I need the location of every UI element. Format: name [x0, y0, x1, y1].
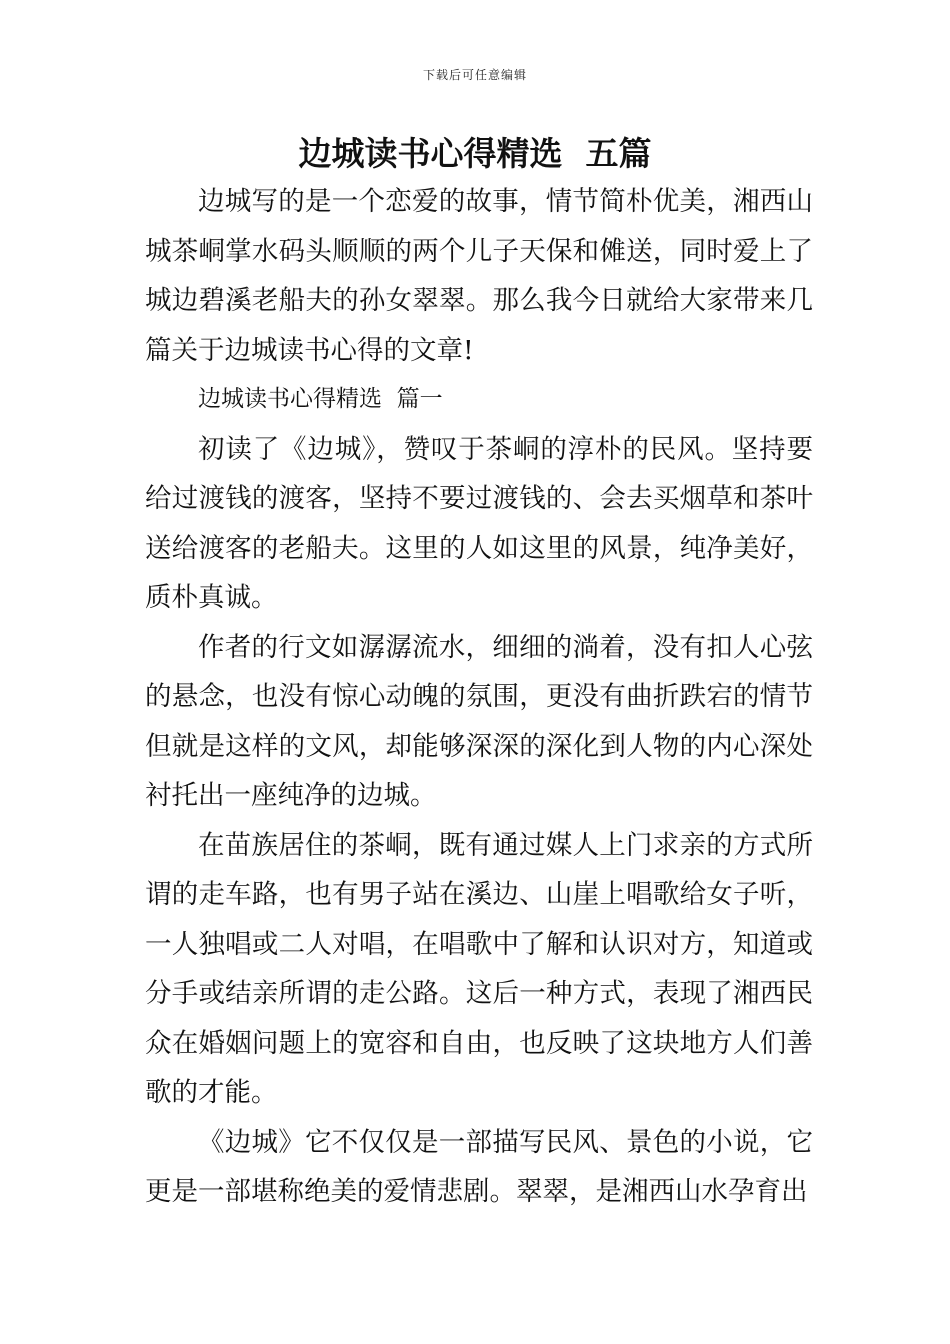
document-title: 边城读书心得精选 五篇 [298, 134, 652, 173]
intro-paragraph: 边城写的是一个恋爱的故事，情节简朴优美，湘西山城茶峒掌水码头顺顺的两个儿子天保和傩送，同时爱上了城边碧溪老船夫的孙女翠翠。那么我今日就给大家带来几篇关于边城读书心得的文章! [145, 186, 813, 366]
body-paragraph-1: 初读了《边城》，赞叹于茶峒的淳朴的民风。坚持要给过渡钱的渡客，坚持不要过渡钱的、会去买烟草和茶叶送给渡客的老船夫。这里的人如这里的风景，纯净美好，质朴真诚。 [145, 433, 813, 613]
document-body [145, 177, 813, 1217]
section-heading: 边城读书心得精选 篇一 [198, 386, 443, 412]
header-note: 下载后可任意编辑 [422, 68, 527, 82]
body-paragraph-2: 作者的行文如潺潺流水，细细的淌着，没有扣人心弦的悬念，也没有惊心动魄的氛围，更没有曲折跌宕的情节但就是这样的文风，却能够深深的深化到人物的内心深处衬托出一座纯净的边城。 [145, 631, 813, 811]
body-paragraph-4: 《边城》它不仅仅是一部描写民风、景色的小说，它更是一部堪称绝美的爱情悲剧。翠翠，是湘西山水孕育出 [145, 1126, 813, 1207]
body-paragraph-3: 在苗族居住的茶峒，既有通过媒人上门求亲的方式所谓的走车路，也有男子站在溪边、山崖上唱歌给女子听，一人独唱或二人对唱，在唱歌中了解和认识对方，知道或分手或结亲所谓的走公路。这后一种方式，表现了湘西民众在婚姻问题上的宽容和自由，也反映了这块地方人们善歌的才能。 [145, 829, 813, 1108]
